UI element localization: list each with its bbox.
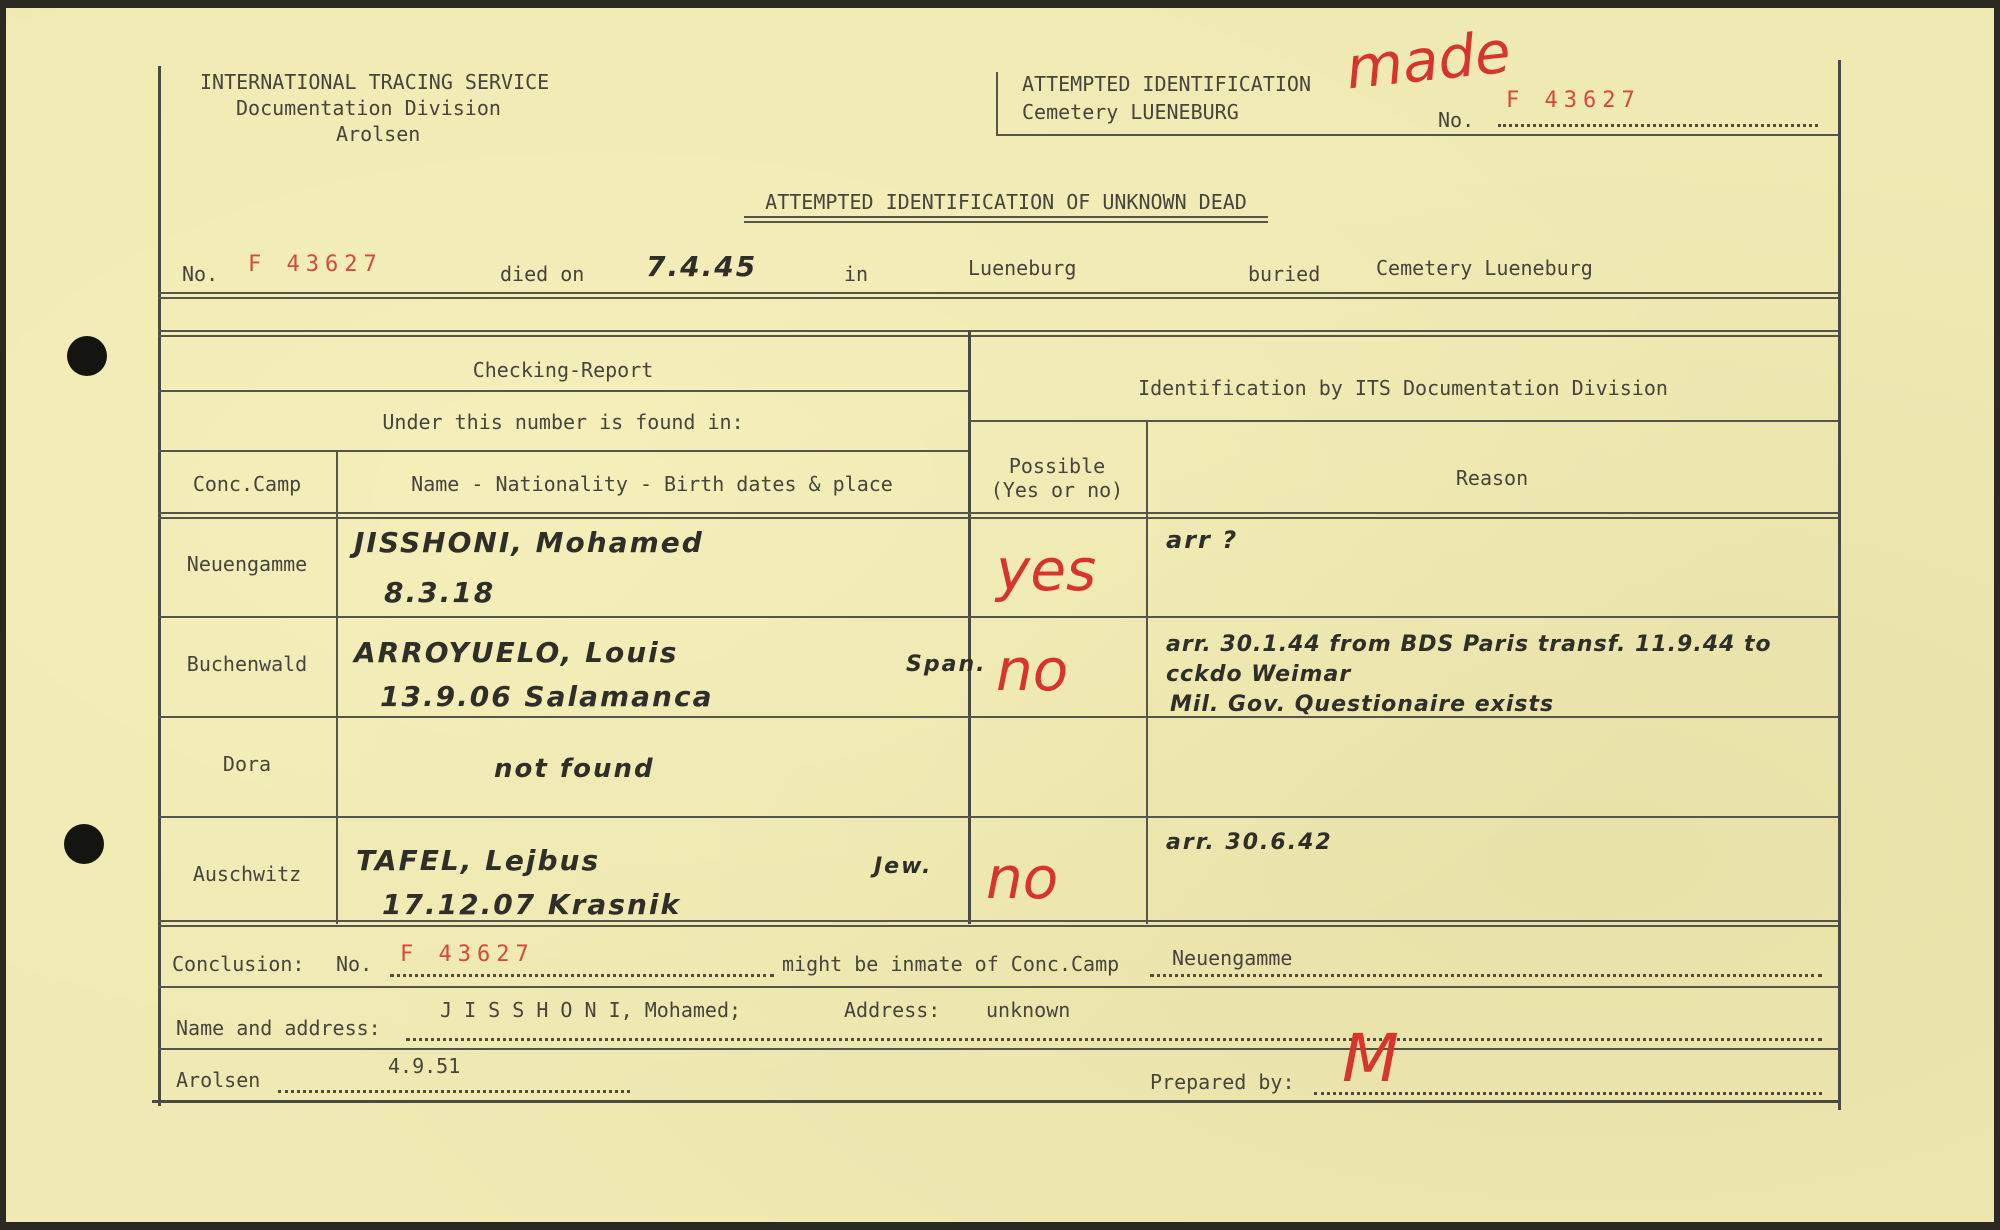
row4-possible: no	[986, 844, 1059, 912]
row2-name: ARROYUELO, Louis	[354, 636, 679, 669]
index-card	[6, 8, 1994, 1222]
col-possible-header-2: (Yes or no)	[990, 478, 1124, 502]
row-rule-1	[158, 616, 1838, 618]
footer-place: Arolsen	[176, 1068, 261, 1092]
org-name: INTERNATIONAL TRACING SERVICE	[200, 70, 550, 94]
conclusion-text: might be inmate of Conc.Camp	[782, 952, 1120, 976]
row2-birth: 13.9.06 Salamanca	[380, 680, 714, 713]
row1-birth: 8.3.18	[384, 576, 496, 609]
found-in-text: Under this number is found in:	[382, 410, 744, 434]
org-division: Documentation Division	[236, 96, 501, 120]
row-rule-3	[158, 816, 1838, 818]
name-address-label: Name and address:	[176, 1016, 381, 1040]
col-camp-divider	[336, 450, 338, 924]
identification-rule	[968, 420, 1838, 422]
address-value: unknown	[986, 998, 1071, 1022]
row2-reason-3: Mil. Gov. Questionaire exists	[1170, 692, 1555, 717]
row4-camp: Auschwitz	[192, 862, 302, 886]
col-possible-header-1: Possible	[1008, 454, 1106, 478]
header-bottom-rule	[158, 512, 1838, 519]
row-rule-2	[158, 716, 1838, 718]
name-address-dots	[406, 1038, 1822, 1041]
prepared-by-label: Prepared by:	[1150, 1070, 1295, 1094]
row1-possible: yes	[996, 536, 1097, 604]
row4-birth: 17.12.07 Krasnik	[382, 888, 682, 921]
found-in-rule	[158, 450, 968, 452]
frame-left	[158, 66, 161, 1106]
row2-camp: Buchenwald	[186, 652, 308, 676]
buried-label: buried	[1248, 262, 1321, 286]
address-label: Address:	[844, 998, 941, 1022]
prepared-by-initial: M	[1342, 1020, 1399, 1097]
in-label: in	[844, 262, 869, 286]
conclusion-no-dots	[390, 974, 774, 977]
col-reason-header: Reason	[1455, 466, 1529, 490]
punch-hole-bottom	[64, 824, 104, 864]
row1-reason-1: arr ?	[1166, 526, 1239, 554]
footer-date: 4.9.51	[388, 1054, 461, 1078]
punch-hole-top	[67, 336, 107, 376]
table-top	[158, 330, 1838, 337]
record-line	[158, 292, 1838, 299]
in-value: Lueneburg	[968, 256, 1077, 280]
checking-report-rule	[158, 390, 968, 392]
attempted-title: ATTEMPTED IDENTIFICATION	[1022, 72, 1311, 96]
conclusion-no-value: F 43627	[400, 942, 535, 967]
row2-nationality: Span.	[906, 652, 987, 677]
record-no-value: F 43627	[248, 252, 383, 277]
conclusion-rule	[158, 986, 1838, 988]
header-no-label: No.	[1438, 108, 1475, 132]
frame-bottom	[152, 1100, 1840, 1103]
header-box-bottom	[996, 134, 1838, 136]
row2-reason-1: arr. 30.1.44 from BDS Paris transf. 11.9.44 to	[1166, 632, 1772, 657]
row1-name: JISSHONI, Mohamed	[354, 526, 704, 559]
record-no-label: No.	[182, 262, 219, 286]
conclusion-camp-value: Neuengamme	[1172, 946, 1293, 970]
checking-report-title: Checking-Report	[472, 358, 654, 382]
table-bottom	[158, 920, 1838, 927]
col-camp-header: Conc.Camp	[192, 472, 302, 496]
header-box-left	[996, 72, 998, 134]
footer-date-dots	[278, 1090, 630, 1093]
header-no-dots	[1498, 124, 1818, 127]
col-name-header: Name - Nationality - Birth dates & place	[411, 472, 893, 496]
name-value: J I S S H O N I, Mohamed;	[440, 998, 742, 1022]
row2-possible: no	[996, 636, 1069, 704]
identification-title: Identification by ITS Documentation Division	[1138, 376, 1668, 400]
row1-camp: Neuengamme	[186, 552, 308, 576]
died-on-value: 7.4.45	[646, 250, 758, 283]
col-possible-divider	[1146, 420, 1148, 924]
form-title: ATTEMPTED IDENTIFICATION OF UNKNOWN DEAD	[765, 190, 1247, 214]
header-no-value: F 43627	[1506, 88, 1641, 113]
row3-camp: Dora	[222, 752, 272, 776]
frame-right	[1838, 60, 1841, 1110]
buried-value: Cemetery Lueneburg	[1376, 256, 1593, 280]
row2-reason-2: cckdo Weimar	[1166, 662, 1352, 687]
form-title-underline	[744, 216, 1268, 223]
made-stamp: made	[1342, 17, 1514, 103]
row4-nationality: Jew.	[874, 854, 933, 879]
cemetery-name: Cemetery LUENEBURG	[1022, 100, 1239, 124]
conclusion-camp-dots	[1150, 974, 1822, 977]
died-on-label: died on	[500, 262, 585, 286]
conclusion-label: Conclusion:	[172, 952, 305, 976]
row3-name: not found	[494, 754, 655, 784]
conclusion-no-label: No.	[336, 952, 373, 976]
row4-name: TAFEL, Lejbus	[356, 844, 601, 877]
row4-reason-1: arr. 30.6.42	[1166, 830, 1333, 855]
org-city: Arolsen	[336, 122, 421, 146]
name-address-rule	[158, 1048, 1838, 1050]
